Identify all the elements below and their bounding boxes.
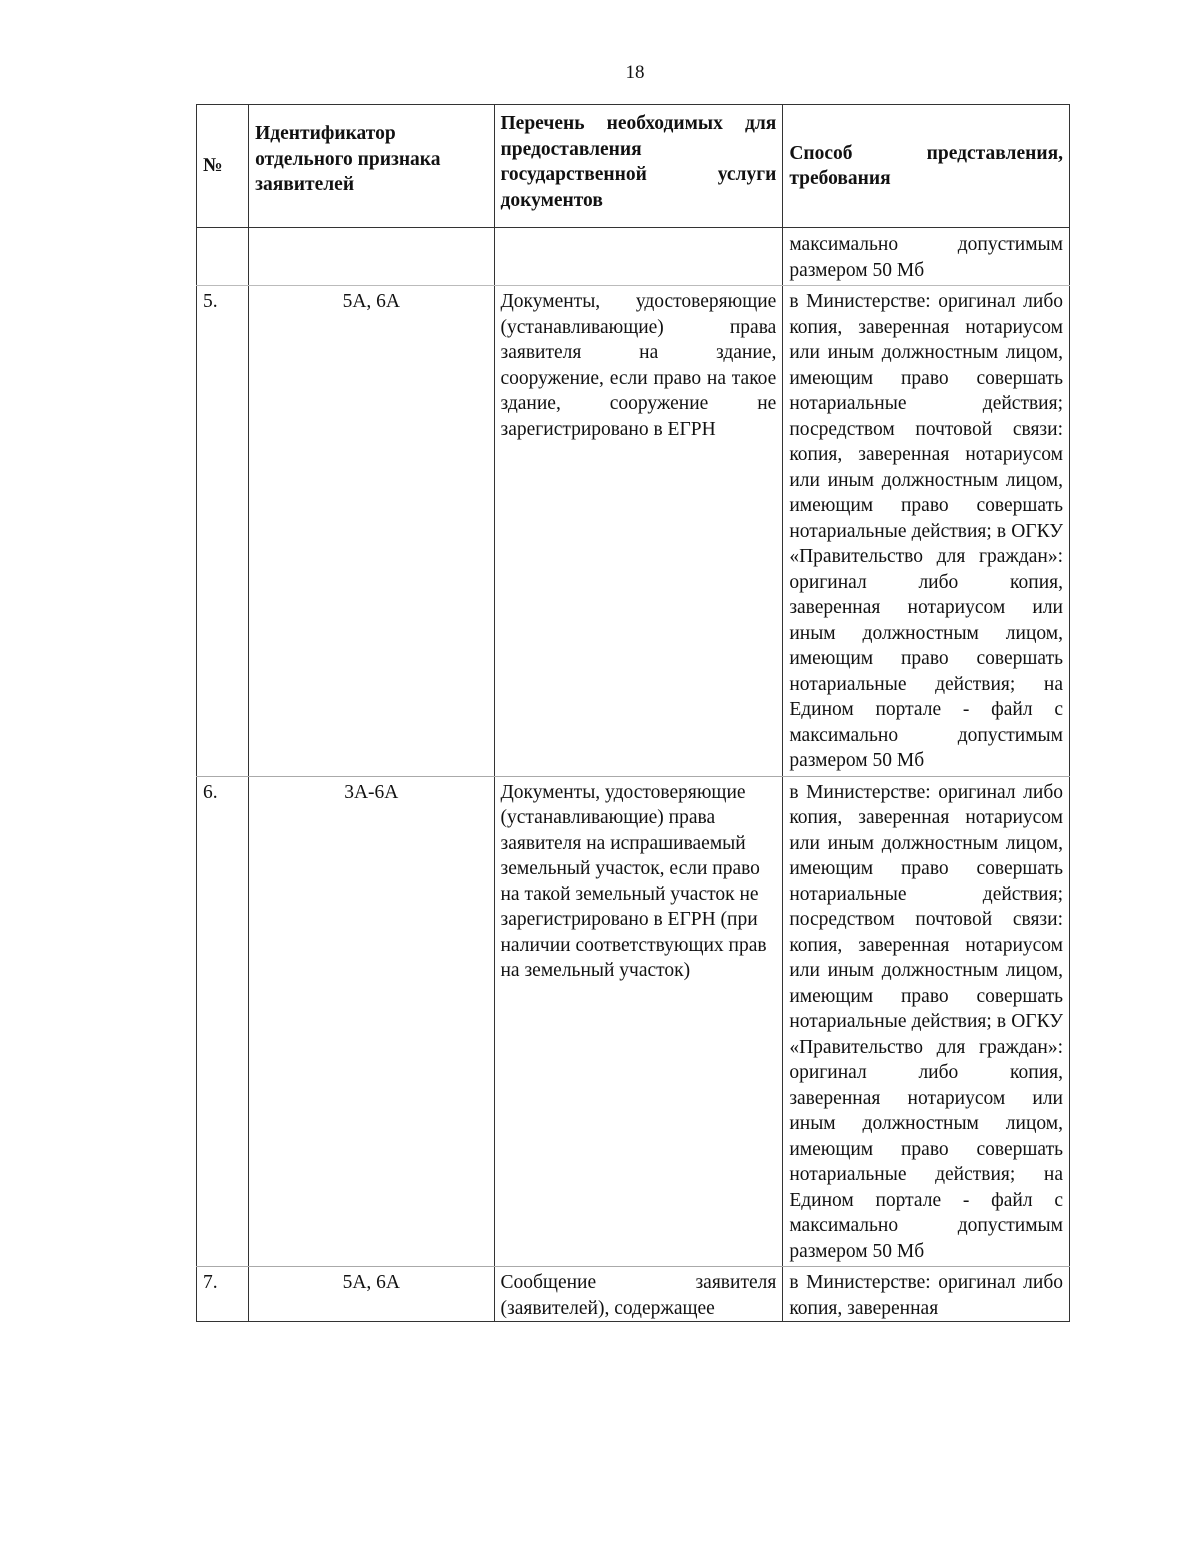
row-identifier: 5А, 6А — [249, 286, 494, 777]
table-row-continuation — [197, 228, 1070, 286]
header-num: № — [197, 105, 249, 228]
row-documents: Документы, удостоверяющие (устанавливающие) права заявителя на испрашиваемый земельный участок, если право на такой земельный участок не зарегистрировано в ЕГРН (при наличии соответствующих прав на земельный участок) — [494, 776, 783, 1267]
row-identifier: 3А-6А — [249, 776, 494, 1267]
row-number: 5. — [197, 286, 249, 777]
page-number: 18 — [625, 62, 645, 83]
row-number: 6. — [197, 776, 249, 1267]
continuation-method-cell: максимально допустимым размером 50 Мб — [783, 228, 1070, 286]
row-method: в Министерстве: оригинал либо копия, заверенная — [783, 1267, 1070, 1322]
header-method: Способ представления, требования — [783, 105, 1070, 228]
continuation-id-cell — [249, 228, 494, 286]
table-header-row — [197, 105, 1070, 228]
documents-table — [196, 104, 1070, 1322]
table-row — [197, 286, 1070, 777]
row-documents: Документы, удостоверяющие (устанавливающие) права заявителя на здание, сооружение, если право на такое здание, сооружение не зарегистрировано в ЕГРН — [494, 286, 783, 777]
table-row — [197, 1267, 1070, 1322]
row-identifier: 5А, 6А — [249, 1267, 494, 1322]
row-method: в Министерстве: оригинал либо копия, заверенная нотариусом или иным должностным лицом, имеющим право совершать нотариальные действия; посредством почтовой связи: копия, заверенная нотариусом или иным должностным лицом, имеющим право совершать нотариальные действия; в ОГКУ «Правительство для граждан»: оригинал либо копия, заверенная нотариусом или иным должностным лицом, имеющим право совершать нотариальные действия; на Едином портале - файл с максимально допустимым размером 50 Мб — [783, 286, 1070, 777]
row-documents: Сообщение заявителя (заявителей), содержащее — [494, 1267, 783, 1322]
header-identifier: Идентификатор отдельного признака заявителей — [249, 105, 494, 228]
row-method: в Министерстве: оригинал либо копия, заверенная нотариусом или иным должностным лицом, имеющим право совершать нотариальные действия; посредством почтовой связи: копия, заверенная нотариусом или иным должностным лицом, имеющим право совершать нотариальные действия; в ОГКУ «Правительство для граждан»: оригинал либо копия, заверенная нотариусом или иным должностным лицом, имеющим право совершать нотариальные действия; на Едином портале - файл с максимально допустимым размером 50 Мб — [783, 776, 1070, 1267]
row-number: 7. — [197, 1267, 249, 1322]
continuation-documents-cell — [494, 228, 783, 286]
table-row — [197, 776, 1070, 1267]
header-documents: Перечень необходимых для предоставления государственной услуги документов — [494, 105, 783, 228]
continuation-num-cell — [197, 228, 249, 286]
